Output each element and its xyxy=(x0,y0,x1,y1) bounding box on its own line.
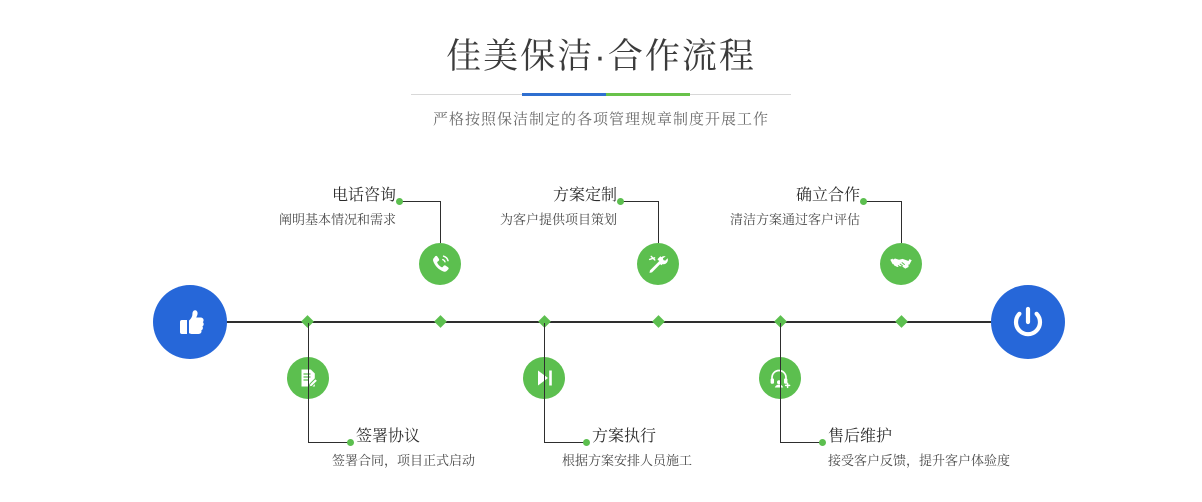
step-connector-4 xyxy=(544,323,545,442)
step-label-2 xyxy=(332,427,476,471)
axis-marker xyxy=(895,315,908,328)
step-desc-4: 根据方案安排人员施工 xyxy=(562,453,693,468)
tools-icon xyxy=(646,252,670,276)
step-desc-5: 清洁方案通过客户评估 xyxy=(729,212,860,227)
timeline-end-badge xyxy=(991,285,1065,359)
step-title-1: 电话咨询 xyxy=(331,187,396,204)
thumbs-up-icon xyxy=(170,302,210,342)
step-connector-6 xyxy=(780,323,781,442)
axis-marker xyxy=(434,315,447,328)
step-desc-1: 阐明基本情况和需求 xyxy=(278,212,396,227)
step-label-5 xyxy=(700,186,860,230)
step-desc-2: 签署合同，项目正式启动 xyxy=(332,453,476,468)
step-connector-1 xyxy=(399,201,440,202)
step-connector-2 xyxy=(308,442,350,443)
handshake-icon xyxy=(889,252,913,276)
step-label-3 xyxy=(463,186,617,230)
step-title-2: 签署协议 xyxy=(356,428,421,445)
step-label-6 xyxy=(828,427,1010,471)
step-connector-3 xyxy=(658,201,659,243)
step-connector-dot-5 xyxy=(860,198,867,205)
step-connector-2 xyxy=(308,323,309,442)
page-subtitle: 严格按照保洁制定的各项管理规章制度开展工作 xyxy=(432,111,769,128)
step-label-4 xyxy=(562,427,693,471)
step-connector-1 xyxy=(440,201,441,243)
step-connector-4 xyxy=(544,442,586,443)
timeline-start-badge xyxy=(153,285,227,359)
step-icon-1[interactable] xyxy=(419,243,461,285)
axis-marker xyxy=(652,315,665,328)
step-connector-5 xyxy=(901,201,902,243)
phone-ring-icon xyxy=(428,252,452,276)
step-title-5: 确立合作 xyxy=(795,187,860,204)
step-desc-6: 接受客户反馈，提升客户体验度 xyxy=(828,453,1011,468)
step-icon-5[interactable] xyxy=(880,243,922,285)
step-title-4: 方案执行 xyxy=(592,428,657,445)
step-connector-dot-1 xyxy=(396,198,403,205)
page-title: 佳美保洁·合作流程 xyxy=(446,37,756,76)
step-connector-3 xyxy=(620,201,658,202)
step-connector-dot-3 xyxy=(617,198,624,205)
step-title-6: 售后维护 xyxy=(828,428,893,445)
step-connector-dot-4 xyxy=(583,439,590,446)
step-title-3: 方案定制 xyxy=(552,187,617,204)
step-connector-6 xyxy=(780,442,822,443)
power-icon xyxy=(1008,302,1048,342)
step-icon-3[interactable] xyxy=(637,243,679,285)
step-desc-3: 为客户提供项目策划 xyxy=(499,212,617,227)
step-label-1 xyxy=(254,186,396,230)
step-connector-dot-2 xyxy=(347,439,354,446)
step-connector-dot-6 xyxy=(819,439,826,446)
step-connector-5 xyxy=(863,201,901,202)
